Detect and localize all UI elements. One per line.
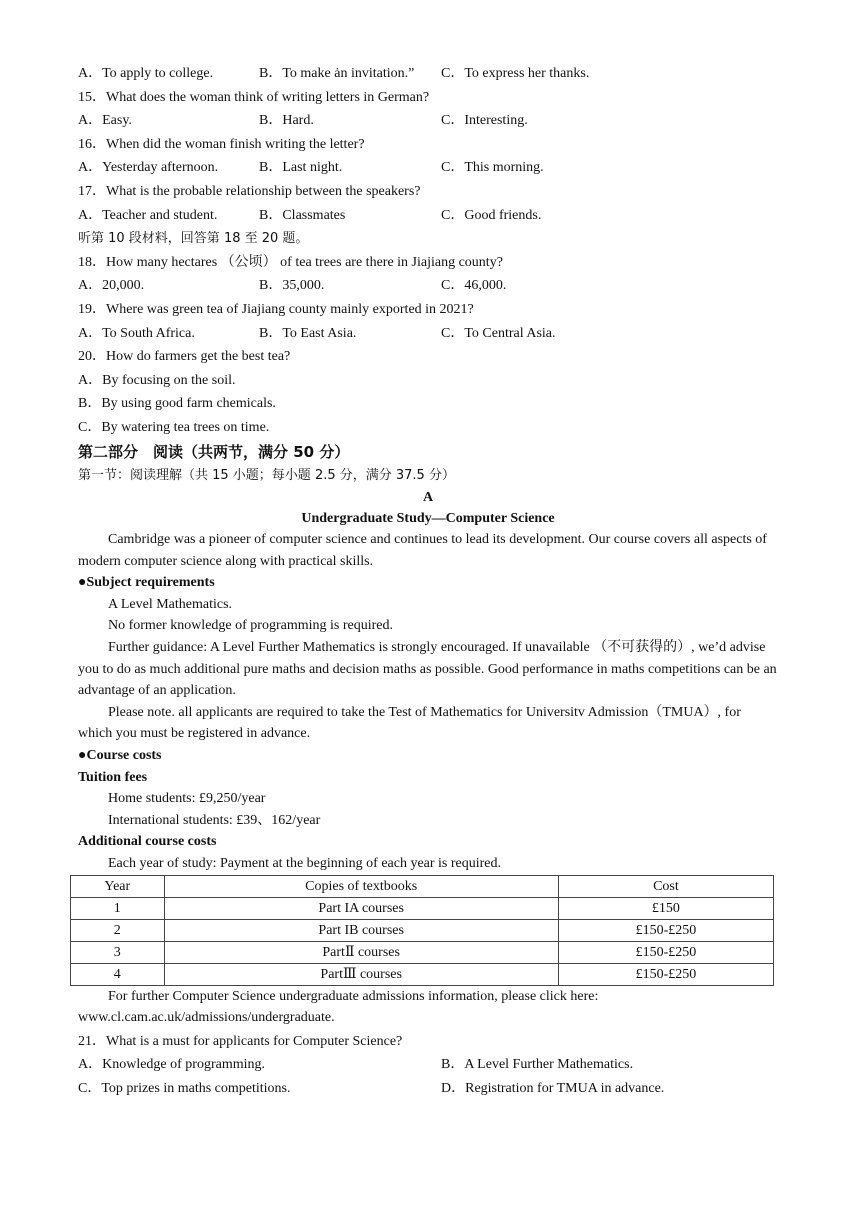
cell-cost: £150-£250 <box>558 963 773 985</box>
header-cost: Cost <box>558 875 773 897</box>
part2-title: 第二部分 阅读（共两节，满分 50 分） <box>78 442 350 461</box>
q17-options <box>78 204 778 228</box>
tmua-note: Please note. all applicants are required to take the Test of Mathematics for Universitv Admission（TMUA）, for which you must be registered in advance. <box>78 704 741 742</box>
q20-option-c: C．By watering tea trees on time. <box>78 419 270 435</box>
table-row <box>71 941 774 963</box>
question-16: 16．When did the woman finish writing the letter? <box>78 136 365 152</box>
option-c: C．Top prizes in maths competitions. <box>78 1080 291 1096</box>
option-b: B．To East Asia. <box>259 325 357 341</box>
table-header-row <box>71 875 774 897</box>
question-18: 18．How many hectares （公顷） of tea trees are there in Jiajiang county? <box>78 254 503 270</box>
q20-option-a: A．By focusing on the soil. <box>78 372 236 388</box>
option-c: C．To express her thanks. <box>441 66 590 81</box>
option-c: C．Good friends. <box>441 207 542 223</box>
option-b: B．To make ȧn invitation.” <box>259 66 415 81</box>
q18-options <box>78 274 778 298</box>
section1-instruction: 第一节：阅读理解（共 15 小题；每小题 2.5 分，满分 37.5 分） <box>78 467 455 483</box>
header-year: Year <box>71 875 165 897</box>
question-17: 17．What is the probable relationship between the speakers? <box>78 183 421 199</box>
option-b: B．Hard. <box>259 113 314 129</box>
option-c: C．To Central Asia. <box>441 325 556 341</box>
cell-textbooks: Part IB courses <box>164 919 558 941</box>
passage-title: Undergraduate Study—Computer Science <box>301 511 555 527</box>
q14-options <box>78 62 778 86</box>
question-20: 20．How do farmers get the best tea? <box>78 349 291 365</box>
cell-cost: £150 <box>558 897 773 919</box>
q20-option-b: B．By using good farm chemicals. <box>78 396 276 412</box>
option-c: C．46,000. <box>441 278 507 294</box>
q21-options-ab <box>78 1053 778 1077</box>
requirement-2: No former knowledge of programming is required. <box>108 618 393 634</box>
q15-options <box>78 109 778 133</box>
option-c: C．Interesting. <box>441 113 528 129</box>
option-b: B．Classmates <box>259 207 346 223</box>
q19-options <box>78 322 778 346</box>
subject-requirements-heading: ●Subject requirements <box>78 575 215 591</box>
requirement-1: A Level Mathematics. <box>108 596 233 612</box>
question-21: 21．What is a must for applicants for Computer Science? <box>78 1033 403 1049</box>
additional-costs-heading: Additional course costs <box>78 834 217 850</box>
home-fee: Home students: £9,250/year <box>108 791 266 807</box>
q21-options-cd <box>78 1077 778 1101</box>
option-b: B．35,000. <box>259 278 325 294</box>
cell-textbooks: PartⅡ courses <box>164 941 558 963</box>
option-b: B．A Level Further Mathematics. <box>441 1057 634 1073</box>
option-a: A．To South Africa. <box>78 325 195 341</box>
header-textbooks: Copies of textbooks <box>164 875 558 897</box>
tuition-fees-heading: Tuition fees <box>78 769 148 785</box>
exam-page <box>78 62 778 1101</box>
passage-letter: A <box>422 490 434 506</box>
option-a: A．20,000. <box>78 278 145 294</box>
cell-year: 3 <box>71 941 165 963</box>
cell-year: 2 <box>71 919 165 941</box>
option-a: A．Easy. <box>78 113 132 129</box>
table-row <box>71 963 774 985</box>
table-row <box>71 919 774 941</box>
q16-options <box>78 156 778 180</box>
question-15: 15．What does the woman think of writing letters in German? <box>78 89 430 105</box>
option-b: B．Last night. <box>259 160 343 176</box>
passage-intro: Cambridge was a pioneer of computer science and continues to lead its development. Our course covers all aspects of modern computer science along with practical skills. <box>78 532 767 569</box>
cell-textbooks: PartⅢ courses <box>164 963 558 985</box>
textbook-cost-table <box>70 875 774 986</box>
cell-cost: £150-£250 <box>558 941 773 963</box>
option-a: A．To apply to college. <box>78 66 214 81</box>
option-a: A．Yesterday afternoon. <box>78 160 219 176</box>
option-c: C．This morning. <box>441 160 544 176</box>
cell-cost: £150-£250 <box>558 919 773 941</box>
table-row <box>71 897 774 919</box>
course-costs-heading: ●Course costs <box>78 748 162 764</box>
option-d: D．Registration for TMUA in advance. <box>441 1080 665 1096</box>
further-guidance: Further guidance: A Level Further Mathematics is strongly encouraged. If unavailable （不可获得的）, we’d advise you to do as much additional pure maths and decision maths as possible. Good performance in maths competitions can be an advantage of an application. <box>78 640 777 699</box>
cell-textbooks: Part IA courses <box>164 897 558 919</box>
section-10-instruction: 听第 10 段材料，回答第 18 至 20 题。 <box>78 231 309 247</box>
option-a: A．Teacher and student. <box>78 207 218 223</box>
cell-year: 4 <box>71 963 165 985</box>
question-19: 19．Where was green tea of Jiajiang county mainly exported in 2021? <box>78 301 474 317</box>
cell-year: 1 <box>71 897 165 919</box>
option-a: A．Knowledge of programming. <box>78 1057 266 1073</box>
international-fee: International students: £39、162/year <box>108 812 321 828</box>
further-info: For further Computer Science undergraduate admissions information, please click here: www.cl.cam.ac.uk/admissions/undergraduate. <box>78 988 599 1026</box>
additional-costs-text: Each year of study: Payment at the beginning of each year is required. <box>108 856 502 871</box>
